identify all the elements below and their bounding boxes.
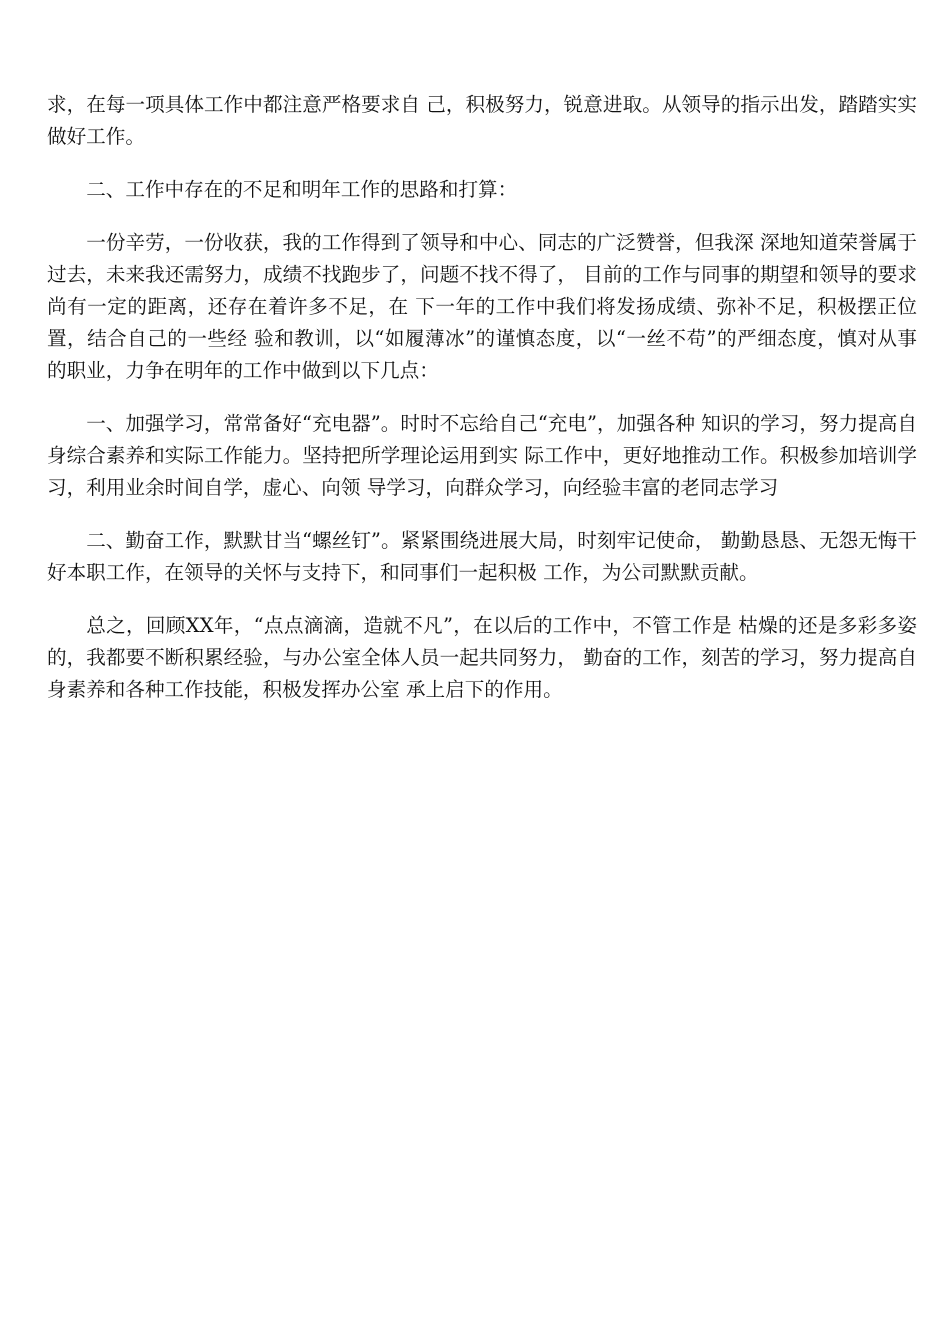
paragraph-continuation: 求，在每一项具体工作中都注意严格要求自 己，积极努力，锐意进取。从领导的指示出发，踏踏实实做好工作。 bbox=[47, 93, 917, 148]
paragraph-reflection: 一份辛劳，一份收获，我的工作得到了领导和中心、同志的广泛赞誉，但我深 深地知道荣誉属于过去，未来我还需努力，成绩不找跑步了，问题不找不得了， 目前的工作与同事的期望和领导的要求尚有一定的距离，还存在着许多不足，在 下一年的工作中我们将发扬成绩、弥补不足，积极摆正位置，结合自己的一些经 验和教训，以“如履薄冰”的谨慎态度，以“一丝不苟”的严细态度，慎对从事 的职业，力争在明年的工作中做到以下几点： bbox=[47, 231, 924, 382]
paragraph-point-one-study: 一、加强学习，常常备好“充电器”。时时不忘给自己“充电”，加强各种 知识的学习，努力提高自身综合素养和实际工作能力。坚持把所学理论运用到实 际工作中，更好地推动工作。积极参加培训学习，利用业余时间自学，虚心、向领 导学习，向群众学习，向经验丰富的老同志学习 bbox=[47, 412, 917, 499]
document-body bbox=[47, 89, 924, 706]
section-heading-shortcomings: 二、工作中存在的不足和明年工作的思路和打算： bbox=[86, 178, 518, 201]
paragraph-point-two-work: 二、勤奋工作，默默甘当“螺丝钉”。紧紧围绕进展大局，时刻牢记使命， 勤勤恳恳、无怨无悔干好本职工作，在领导的关怀与支持下，和同事们一起积极 工作，为公司默默贡献。 bbox=[47, 529, 917, 584]
paragraph-conclusion: 总之，回顾XX年，“点点滴滴，造就不凡”，在以后的工作中，不管工作是 枯燥的还是多彩多姿的，我都要不断积累经验，与办公室全体人员一起共同努力， 勤奋的工作，刻苦的学习，努力提高自身素养和各种工作技能，积极发挥办公室 承上启下的作用。 bbox=[47, 614, 917, 701]
